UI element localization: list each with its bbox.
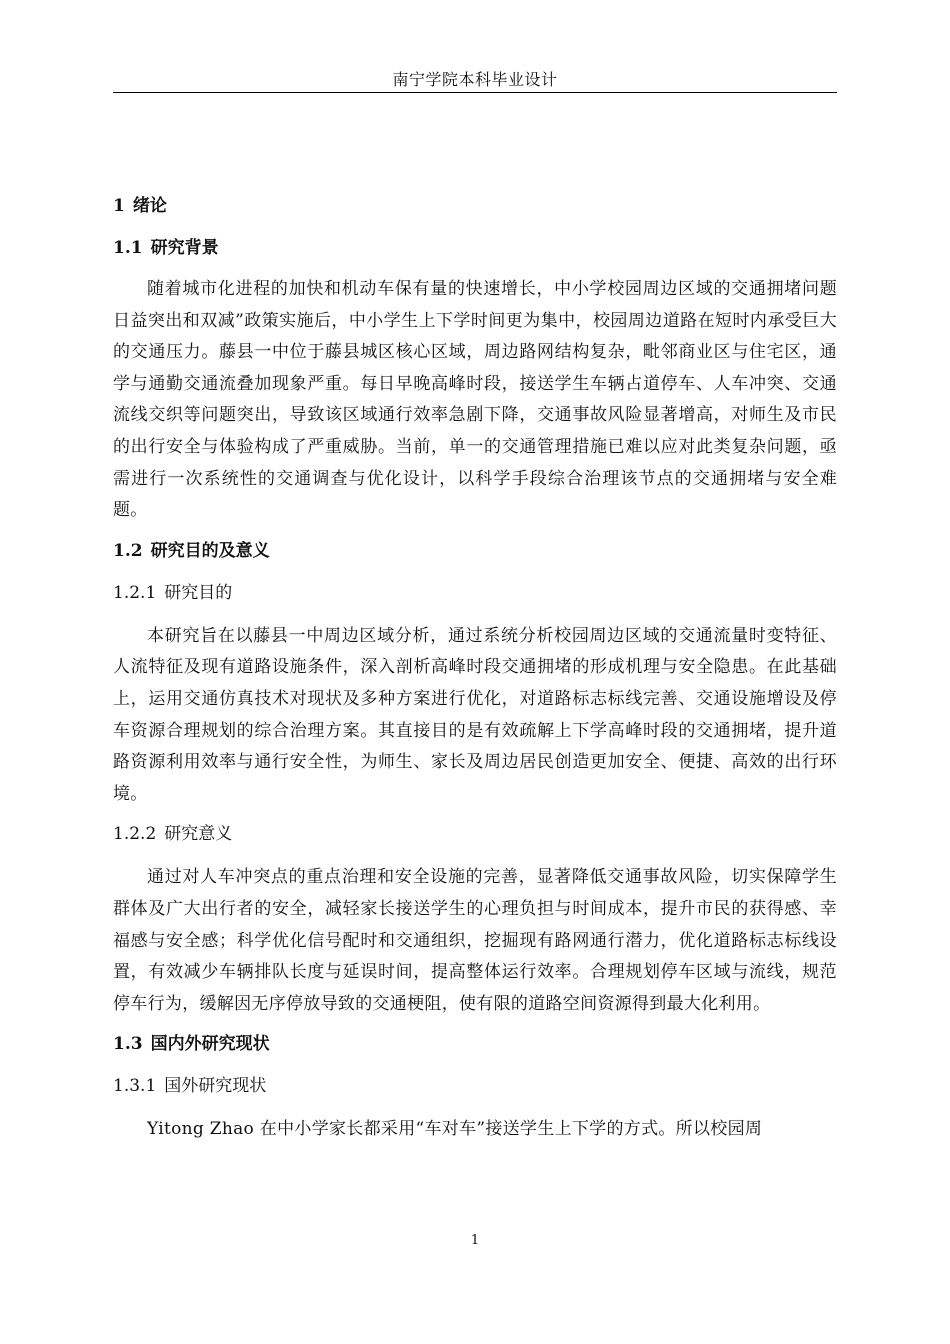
subsection-number: 1.2.2 [113, 824, 157, 845]
section-heading-1-3 [113, 1028, 837, 1064]
section-title: 研究背景 [150, 238, 219, 258]
subsection-title: 国外研究现状 [164, 1076, 267, 1097]
section-title: 研究目的及意义 [150, 540, 270, 561]
section-title: 国内外研究现状 [150, 1034, 270, 1055]
paragraph-research-background: 随着城市化进程的加快和机动车保有量的快速增长，中小学校园周边区域的交通拥堵问题日益突出和双减”政策实施后，中小学生上下学时间更为集中，校园周边道路在短时内承受巨大的交通压力。藤县一中位于藤县城区核心区域，周边路网结构复杂，毗邻商业区与住宅区，通学与通勤交通流叠加现象严重。每日早晚高峰时段，接送学生车辆占道停车、人车冲突、交通流线交织等问题突出，导致该区域通行效率急剧下降，交通事故风险显著增高，对师生及市民的出行安全与体验构成了严重威胁。当前，单一的交通管理措施已难以应对此类复杂问题，亟需进行一次系统性的交通调查与优化设计，以科学手段综合治理该节点的交通拥堵与安全难题。 [113, 279, 837, 521]
subsection-title: 研究目的 [164, 582, 233, 603]
running-header: 南宁学院本科毕业设计 [392, 70, 558, 89]
header-divider [113, 92, 837, 93]
subsection-heading-1-2-2 [113, 818, 837, 858]
section-heading-1-2 [113, 535, 837, 571]
subsection-heading-1-2-1 [113, 577, 837, 617]
paragraph-foreign-research: Yitong Zhao 在中小学家长都采用“车对车”接送学生上下学的方式。所以校园周 [147, 1119, 763, 1140]
chapter-heading [113, 190, 837, 226]
section-number: 1.2 [113, 540, 143, 561]
subsection-number: 1.3.1 [113, 1076, 157, 1097]
section-number: 1.3 [113, 1034, 143, 1055]
subsection-number: 1.2.1 [113, 582, 157, 603]
page-number: 1 [470, 1233, 480, 1248]
section-number: 1.1 [113, 238, 143, 258]
paragraph-research-significance: 通过对人车冲突点的重点治理和安全设施的完善，显著降低交通事故风险，切实保障学生群体及广大出行者的安全，减轻家长接送学生的心理负担与时间成本，提升市民的获得感、幸福感与安全感；科学优化信号配时和交通组织，挖掘现有路网通行潜力，优化道路标志标线设置，有效减少车辆排队长度与延误时间，提高整体运行效率。合理规划停车区域与流线，规范停车行为，缓解因无序停放导致的交通梗阻，使有限的道路空间资源得到最大化利用。 [113, 867, 837, 1014]
chapter-number: 1 [113, 196, 125, 216]
page-content [113, 190, 837, 1154]
section-heading-1-1 [113, 232, 837, 268]
subsection-title: 研究意义 [164, 824, 233, 845]
chapter-title: 绪论 [132, 196, 167, 216]
paragraph-research-purpose: 本研究旨在以藤县一中周边区域分析，通过系统分析校园周边区域的交通流量时变特征、人流特征及现有道路设施条件，深入剖析高峰时段交通拥堵的形成机理与安全隐患。在此基础上，运用交通仿真技术对现状及多种方案进行优化，对道路标志标线完善、交通设施增设及停车资源合理规划的综合治理方案。其直接目的是有效疏解上下学高峰时段的交通拥堵，提升道路资源利用效率与通行安全性，为师生、家长及周边居民创造更加安全、便捷、高效的出行环境。 [113, 625, 837, 804]
subsection-heading-1-3-1 [113, 1070, 837, 1110]
